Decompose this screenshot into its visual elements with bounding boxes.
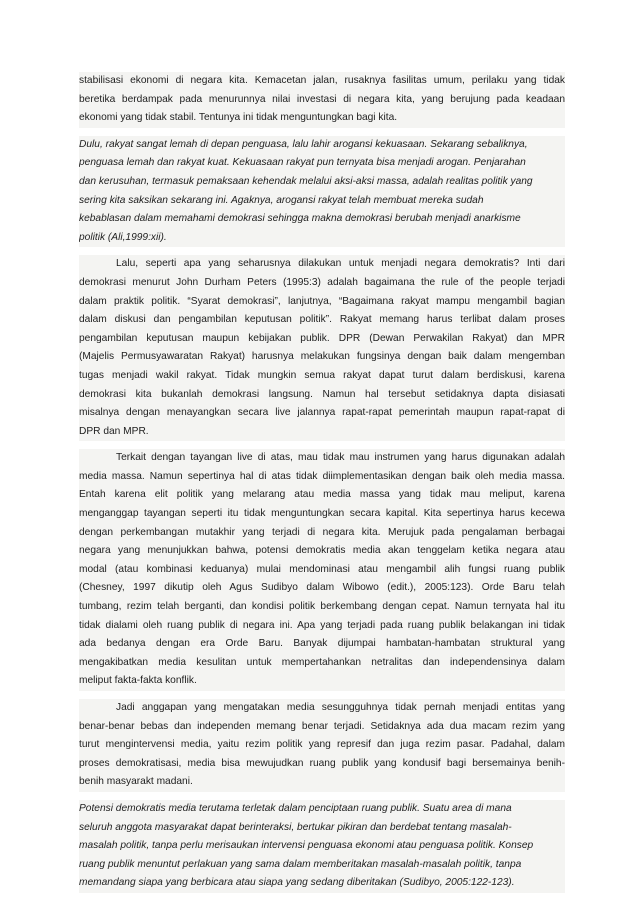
text-line: ruang publik menuntut perlakuan yang sama dalam memberitakan masalah-masalah politik, tanpa <box>79 858 522 870</box>
text-line: memandang siapa yang berbicara atau siapa yang sedang diberitakan (Sudibyo, 2005:122-123). <box>79 877 515 889</box>
text-line: dengan perkembangan mutakhir yang terjadi di negara kita. Merujuk pada pengalaman berbagai <box>79 526 565 538</box>
text-line: Lalu, seperti apa yang seharusnya dilakukan untuk menjadi negara demokratis? Inti dari <box>116 258 565 270</box>
text-line: benih masyarakt madani. <box>79 776 193 788</box>
text-line: proses demokratisasi, media bisa mewujudkan ruang publik yang kondusif bagi bersemainya benih- <box>79 757 565 769</box>
text-line: sering kita saksikan sekarang ini. Agaknya, arogansi rakyat telah membuat mereka sudah <box>79 194 484 206</box>
text-line: dalam praktik politik. “Syarat demokrasi”, lanjutnya, “Bagaimana rakyat mampu mengambil bagian <box>79 295 565 307</box>
text-line: Jadi anggapan yang mengatakan media sesungguhnya tidak pernah menjadi entitas yang <box>116 702 565 713</box>
document-page <box>79 72 565 901</box>
text-line: beretika berdampak pada menurunnya nilai investasi di negara kita, yang berujung pada keadaan <box>79 93 565 105</box>
text-line: Terkait dengan tayangan live di atas, mau tidak mau instrumen yang harus digunakan adalah <box>116 452 565 464</box>
text-line: negara yang menunjukkan bahwa, potensi demokratis media akan tenggelam ketika negara atau <box>79 545 565 557</box>
text-line: politik (Ali,1999:xii). <box>79 231 167 243</box>
text-line: mengakibatkan media kesulitan untuk mempertahankan netralitas dan independensinya dalam <box>79 656 565 668</box>
text-line: demokrasi kita bukanlah demokrasi langsung. Namun hal tersebut setidaknya dapta disiasati <box>79 388 565 400</box>
text-line: modal (atau kombinasi keduanya) mulai mendominasi atau mengambil alih fungsi ruang publik <box>79 563 565 575</box>
block-quote <box>79 136 565 248</box>
text-line: masalah politik, tanpa perlu merisaukan intervensi penguasa ekonomi atau penguasa politik. Konsep <box>79 840 534 852</box>
text-line: demokrasi menurut John Durham Peters (1995:3) adalah bagaimana the rule of the people terjadi <box>79 276 565 288</box>
text-line: turut mengintervensi media, yaitu rezim politik yang represif dan juga rezim pasar. Padahal, dalam <box>79 739 565 751</box>
paragraph <box>79 449 565 691</box>
text-line: penguasa lemah dan rakyat kuat. Kekuasaan rakyat pun ternyata bisa menjadi arogan. Penjarahan <box>79 157 526 169</box>
text-line: misalnya dengan menayangkan secara live jalannya rapat-rapat pemerintah maupun rapat-rapat di <box>79 407 565 419</box>
text-line: dan kerusuhan, termasuk pemaksaan kehendak melalui aksi-aksi massa, adalah realitas politik yang <box>79 175 533 187</box>
text-line: stabilisasi ekonomi di negara kita. Kemacetan jalan, rusaknya fasilitas umum, perilaku yang tidak <box>79 75 565 86</box>
text-line: Entah karena elit politik yang melarang atau media massa yang tidak mau meliput, karena <box>79 489 565 501</box>
text-line: Dulu, rakyat sangat lemah di depan penguasa, lalu lahir arogansi kekuasaan. Sekarang sebaliknya, <box>79 138 528 150</box>
block-quote <box>79 800 565 893</box>
text-line: kebablasan dalam memahami demokrasi sehingga makna demokrasi berubah menjadi anarkisme <box>79 213 521 225</box>
text-line: ekonomi yang tidak stabil. Tentunya ini tidak menguntungkan bagi kita. <box>79 112 398 124</box>
text-line: (Majelis Permusyawaratan Rakyat) harusnya melakukan fungsinya dengan baik dalam mengemban <box>79 351 565 363</box>
paragraph <box>79 699 565 792</box>
text-line: menganggap tayangan seperti itu tidak menguntungkan secara kapital. Kita sepertinya harus kecewa <box>79 508 565 520</box>
paragraph <box>79 72 565 128</box>
text-line: pengambilan keputusan maupun kebijakan publik. DPR (Dewan Perwakilan Rakyat) dan MPR <box>79 332 565 344</box>
text-line: meliput fakta-fakta konflik. <box>79 675 197 687</box>
text-line: benar-benar bebas dan independen memang benar terjadi. Setidaknya ada dua macam rezim yang <box>79 720 565 732</box>
text-line: seluruh anggota masyarakat dapat berinteraksi, bertukar pikiran dan berdebat tentang masalah- <box>79 821 512 833</box>
text-line: Potensi demokratis media terutama terletak dalam penciptaan ruang publik. Suatu area di mana <box>79 802 512 814</box>
text-line: dalam diskusi dan pengambilan keputusan politik”. Rakyat memang harus terlibat dalam proses <box>79 314 565 326</box>
text-line: tumbang, rezim telah berganti, dan kondisi politik berkembang dengan cepat. Namun ternyata hal itu <box>79 601 565 613</box>
text-line: ada bedanya dengan era Orde Baru. Banyak dijumpai hambatan-hambatan struktural yang <box>79 638 565 650</box>
paragraph <box>79 255 565 441</box>
text-line: tidak dialami oleh ruang publik di negara ini. Apa yang terjadi pada ruang publik belakangan ini tidak <box>79 619 565 631</box>
text-line: DPR dan MPR. <box>79 425 149 437</box>
text-line: (Chesney, 1997 dikutip oleh Agus Sudibyo dalam Wibowo (edit.), 2005:123). Orde Baru telah <box>79 582 565 594</box>
text-line: tugas menjadi wakil rakyat. Tidak mungkin semua rakyat dapat turut dalam berdiskusi, karena <box>79 369 565 381</box>
text-line: media massa. Namun sepertinya hal di atas tidak diimplementasikan dengan baik oleh media massa. <box>79 470 565 482</box>
